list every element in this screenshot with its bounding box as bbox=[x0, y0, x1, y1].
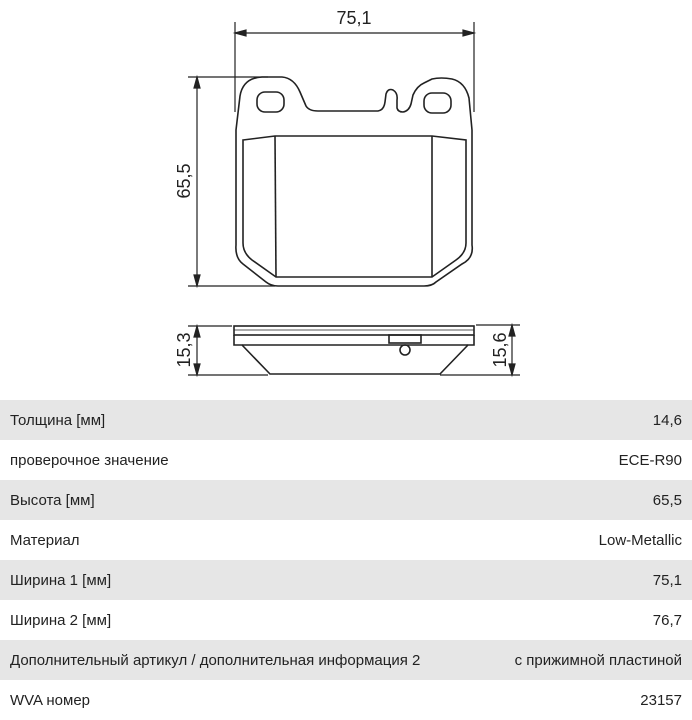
pad-front-view bbox=[236, 77, 472, 286]
pad-side-view bbox=[234, 326, 474, 374]
spec-label: Ширина 1 [мм] bbox=[10, 571, 112, 589]
spec-row-width-1 bbox=[0, 560, 692, 600]
spec-label: проверочное значение bbox=[10, 451, 169, 469]
spec-row-thickness bbox=[0, 400, 692, 440]
spec-label: Дополнительный артикул / дополнительная информация 2 bbox=[10, 651, 421, 669]
thickness-left-dimension bbox=[188, 326, 268, 375]
thickness-right-label: 15,6 bbox=[490, 332, 510, 368]
spec-row-material bbox=[0, 520, 692, 560]
height-dimension bbox=[188, 77, 275, 286]
spec-row-height bbox=[0, 480, 692, 520]
spec-label: WVA номер bbox=[10, 691, 91, 709]
spec-value: 76,7 bbox=[652, 611, 682, 629]
height-dimension-label: 65,5 bbox=[174, 163, 194, 199]
spec-row-width-2 bbox=[0, 600, 692, 640]
width-dimension bbox=[235, 22, 474, 112]
width-dimension-label: 75,1 bbox=[336, 8, 372, 28]
spec-value: 65,5 bbox=[652, 491, 682, 509]
spec-label: Ширина 2 [мм] bbox=[10, 611, 112, 629]
spec-value: с прижимной пластиной bbox=[514, 651, 682, 669]
spec-label: Высота [мм] bbox=[10, 491, 95, 509]
spec-row-wva-number bbox=[0, 680, 692, 720]
specs-table bbox=[0, 400, 692, 720]
spec-label: Материал bbox=[10, 531, 80, 549]
spec-value: ECE-R90 bbox=[618, 451, 682, 469]
spec-value: 14,6 bbox=[652, 411, 682, 429]
spec-label: Толщина [мм] bbox=[10, 411, 106, 429]
spec-row-additional-info bbox=[0, 640, 692, 680]
spec-value: Low-Metallic bbox=[598, 531, 682, 549]
spec-row-test-value bbox=[0, 440, 692, 480]
thickness-left-label: 15,3 bbox=[174, 332, 194, 368]
spec-value: 75,1 bbox=[652, 571, 682, 589]
spec-value: 23157 bbox=[640, 691, 682, 709]
